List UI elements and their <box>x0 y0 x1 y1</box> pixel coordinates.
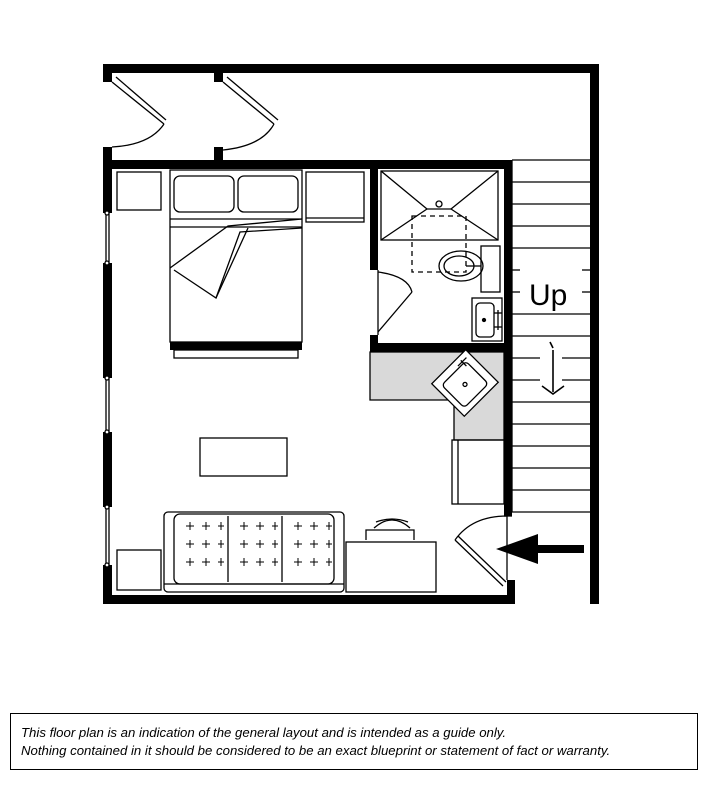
coffee-table <box>200 438 287 476</box>
stair-direction-arrow <box>542 342 564 394</box>
desk <box>346 542 436 592</box>
disclaimer-line-2: Nothing contained in it should be considered to be an exact blueprint or statement of fact or warranty. <box>21 743 611 758</box>
nightstand-left <box>117 172 161 210</box>
stair-label: Up <box>529 279 568 312</box>
lobby-door-left <box>112 77 166 147</box>
kitchen-counter <box>370 350 504 440</box>
nightstand-right <box>306 172 364 222</box>
disclaimer-box <box>10 713 698 770</box>
bathroom-door <box>378 270 412 335</box>
staircase <box>512 160 590 512</box>
toilet <box>439 246 500 292</box>
fridge <box>452 440 504 504</box>
sofa <box>164 512 344 592</box>
sofa-tufting <box>186 522 332 566</box>
exterior-walls <box>103 64 599 604</box>
lobby-door-right <box>223 77 278 150</box>
bathroom-basin <box>472 298 502 341</box>
entrance-arrow-icon <box>496 534 584 564</box>
west-wall-windows <box>103 160 112 567</box>
double-bed <box>170 170 302 358</box>
desk-chair <box>366 519 414 540</box>
side-table <box>117 550 161 590</box>
disclaimer-line-1: This floor plan is an indication of the general layout and is intended as a guide only. <box>21 725 507 740</box>
interior-walls <box>103 160 512 516</box>
